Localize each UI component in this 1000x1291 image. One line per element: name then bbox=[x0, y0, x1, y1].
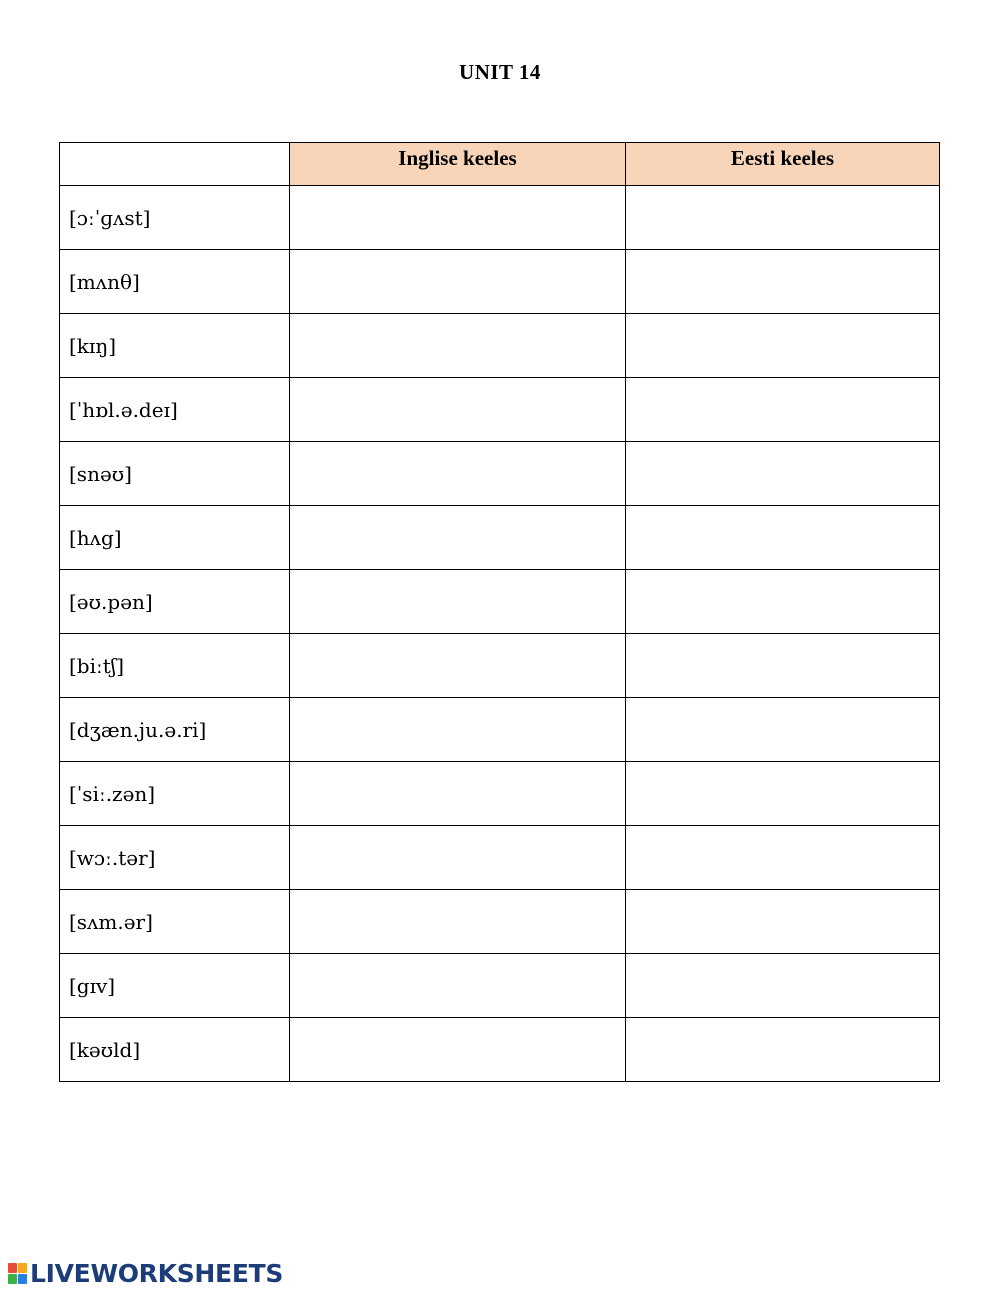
ipa-transcription: [sʌm.ər] bbox=[60, 890, 290, 954]
estonian-answer-cell[interactable] bbox=[626, 698, 940, 762]
estonian-answer-cell[interactable] bbox=[626, 890, 940, 954]
table-row bbox=[60, 1018, 940, 1082]
english-answer-cell[interactable] bbox=[290, 442, 626, 506]
english-answer-cell[interactable] bbox=[290, 890, 626, 954]
ipa-transcription: [snəʊ] bbox=[60, 442, 290, 506]
vocabulary-table bbox=[59, 142, 940, 1082]
page-title: UNIT 14 bbox=[459, 60, 541, 84]
estonian-answer-cell[interactable] bbox=[626, 570, 940, 634]
ipa-transcription: [biːtʃ] bbox=[60, 634, 290, 698]
ipa-transcription: [əʊ.pən] bbox=[60, 570, 290, 634]
estonian-answer-cell[interactable] bbox=[626, 250, 940, 314]
table-row bbox=[60, 506, 940, 570]
table-row bbox=[60, 954, 940, 1018]
estonian-answer-cell[interactable] bbox=[626, 762, 940, 826]
liveworksheets-logo bbox=[8, 1258, 283, 1288]
english-answer-cell[interactable] bbox=[290, 250, 626, 314]
english-answer-cell[interactable] bbox=[290, 762, 626, 826]
ipa-transcription: [dʒæn.ju.ə.ri] bbox=[60, 698, 290, 762]
table-row bbox=[60, 378, 940, 442]
table-row bbox=[60, 890, 940, 954]
english-answer-cell[interactable] bbox=[290, 314, 626, 378]
english-answer-cell[interactable] bbox=[290, 954, 626, 1018]
english-answer-cell[interactable] bbox=[290, 698, 626, 762]
ipa-transcription: [kɪŋ] bbox=[60, 314, 290, 378]
table-row bbox=[60, 698, 940, 762]
liveworksheets-logo-icon bbox=[8, 1263, 27, 1284]
ipa-transcription: [hʌg] bbox=[60, 506, 290, 570]
ipa-transcription: [mʌnθ] bbox=[60, 250, 290, 314]
ipa-transcription: [ˈhɒl.ə.deɪ] bbox=[60, 378, 290, 442]
ipa-transcription: [wɔː.tər] bbox=[60, 826, 290, 890]
estonian-answer-cell[interactable] bbox=[626, 378, 940, 442]
estonian-answer-cell[interactable] bbox=[626, 186, 940, 250]
ipa-transcription: [ɔːˈɡʌst] bbox=[60, 186, 290, 250]
logo-text: LIVEWORKSHEETS bbox=[30, 1258, 284, 1288]
table-row bbox=[60, 570, 940, 634]
english-answer-cell[interactable] bbox=[290, 1018, 626, 1082]
english-answer-cell[interactable] bbox=[290, 506, 626, 570]
english-answer-cell[interactable] bbox=[290, 826, 626, 890]
table-row bbox=[60, 314, 940, 378]
estonian-answer-cell[interactable] bbox=[626, 954, 940, 1018]
table-row bbox=[60, 442, 940, 506]
table-row bbox=[60, 634, 940, 698]
english-answer-cell[interactable] bbox=[290, 634, 626, 698]
english-answer-cell[interactable] bbox=[290, 378, 626, 442]
table-row bbox=[60, 186, 940, 250]
ipa-transcription: [ˈsiː.zən] bbox=[60, 762, 290, 826]
ipa-transcription: [kəʊld] bbox=[60, 1018, 290, 1082]
estonian-answer-cell[interactable] bbox=[626, 506, 940, 570]
table-row bbox=[60, 762, 940, 826]
estonian-answer-cell[interactable] bbox=[626, 1018, 940, 1082]
header-blank-cell bbox=[60, 143, 290, 186]
english-answer-cell[interactable] bbox=[290, 186, 626, 250]
english-answer-cell[interactable] bbox=[290, 570, 626, 634]
header-english: Inglise keeles bbox=[290, 143, 626, 186]
estonian-answer-cell[interactable] bbox=[626, 314, 940, 378]
header-estonian: Eesti keeles bbox=[626, 143, 940, 186]
estonian-answer-cell[interactable] bbox=[626, 826, 940, 890]
estonian-answer-cell[interactable] bbox=[626, 634, 940, 698]
table-row bbox=[60, 250, 940, 314]
ipa-transcription: [gɪv] bbox=[60, 954, 290, 1018]
table-row bbox=[60, 826, 940, 890]
estonian-answer-cell[interactable] bbox=[626, 442, 940, 506]
table-header-row bbox=[60, 143, 940, 186]
